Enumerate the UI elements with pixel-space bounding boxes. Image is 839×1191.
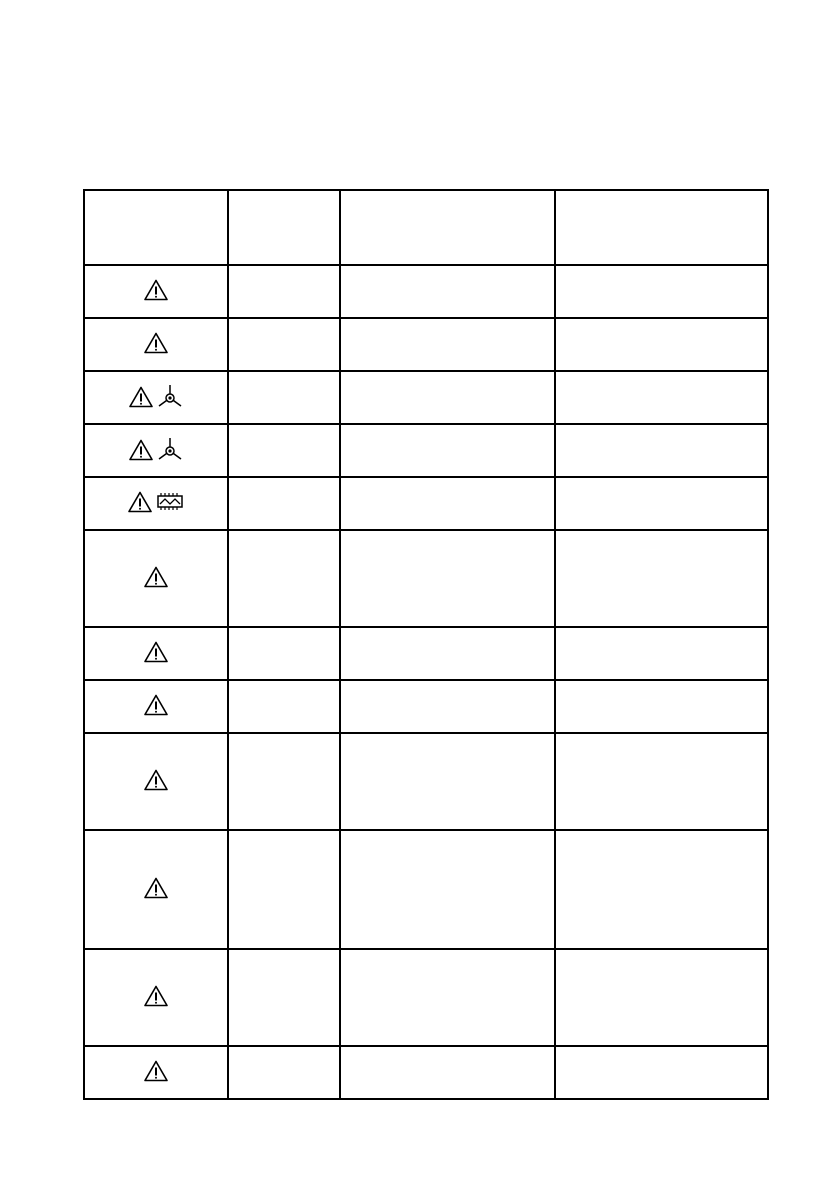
table-cell	[340, 530, 555, 627]
table-cell	[555, 680, 768, 733]
table-cell	[228, 949, 340, 1046]
warning-icon	[143, 1059, 169, 1083]
table-cell	[340, 1046, 555, 1099]
table-cell	[228, 1046, 340, 1099]
table-header-row	[84, 190, 768, 265]
warning-icon	[143, 984, 169, 1008]
table-row	[84, 733, 768, 830]
table-row	[84, 265, 768, 318]
table-cell	[555, 1046, 768, 1099]
icon-group	[143, 876, 169, 900]
header-cell	[228, 190, 340, 265]
table-cell	[555, 830, 768, 949]
warning-icon	[143, 640, 169, 664]
icon-group	[143, 1059, 169, 1083]
icon-group	[128, 437, 184, 463]
table-cell	[555, 949, 768, 1046]
main-brush-icon	[155, 491, 185, 513]
table-row	[84, 371, 768, 424]
table-cell	[555, 477, 768, 530]
table-cell	[228, 477, 340, 530]
table-cell	[228, 318, 340, 371]
table-cell	[555, 733, 768, 830]
table-row	[84, 1046, 768, 1099]
warning-icon	[143, 693, 169, 717]
table-cell	[340, 949, 555, 1046]
warning-icon	[143, 331, 169, 355]
table-cell	[228, 424, 340, 477]
icon-cell	[84, 1046, 228, 1099]
icon-group	[128, 384, 184, 410]
table-cell	[228, 371, 340, 424]
icon-cell	[84, 733, 228, 830]
table-cell	[340, 371, 555, 424]
icon-cell	[84, 530, 228, 627]
table-row	[84, 949, 768, 1046]
table-cell	[340, 424, 555, 477]
icon-group	[143, 331, 169, 355]
table-cell	[555, 318, 768, 371]
side-brush-icon	[156, 384, 184, 410]
icon-cell	[84, 477, 228, 530]
icon-cell	[84, 424, 228, 477]
table-cell	[228, 627, 340, 680]
icon-group	[143, 768, 169, 792]
icon-cell	[84, 318, 228, 371]
icon-group	[143, 984, 169, 1008]
table-cell	[228, 830, 340, 949]
table-cell	[555, 424, 768, 477]
table-row	[84, 830, 768, 949]
warning-icon	[143, 876, 169, 900]
table-row	[84, 477, 768, 530]
table-row	[84, 424, 768, 477]
icon-cell	[84, 949, 228, 1046]
table-row	[84, 680, 768, 733]
warning-icon	[143, 768, 169, 792]
warning-icon	[143, 278, 169, 302]
warning-icon	[128, 438, 154, 462]
table-cell	[340, 830, 555, 949]
icon-group	[127, 490, 185, 514]
table-cell	[340, 265, 555, 318]
warning-icon	[127, 490, 153, 514]
table-cell	[555, 371, 768, 424]
table-row	[84, 530, 768, 627]
header-cell	[555, 190, 768, 265]
table-row	[84, 318, 768, 371]
table-cell	[340, 627, 555, 680]
table-cell	[228, 680, 340, 733]
table-cell	[340, 477, 555, 530]
header-cell	[84, 190, 228, 265]
table-cell	[555, 530, 768, 627]
table-cell	[228, 530, 340, 627]
table-body	[84, 265, 768, 1099]
side-brush-icon	[156, 437, 184, 463]
icon-cell	[84, 265, 228, 318]
icon-cell	[84, 371, 228, 424]
table-cell	[555, 627, 768, 680]
warning-icon	[128, 385, 154, 409]
table-cell	[228, 733, 340, 830]
icon-group	[143, 693, 169, 717]
table-cell	[340, 680, 555, 733]
table-cell	[340, 733, 555, 830]
table-cell	[340, 318, 555, 371]
warning-icon	[143, 565, 169, 589]
icon-cell	[84, 680, 228, 733]
table-row	[84, 627, 768, 680]
icon-group	[143, 565, 169, 589]
table-cell	[228, 265, 340, 318]
header-cell	[340, 190, 555, 265]
icon-group	[143, 640, 169, 664]
error-table	[83, 189, 769, 1100]
icon-cell	[84, 830, 228, 949]
icon-group	[143, 278, 169, 302]
table-cell	[555, 265, 768, 318]
icon-cell	[84, 627, 228, 680]
